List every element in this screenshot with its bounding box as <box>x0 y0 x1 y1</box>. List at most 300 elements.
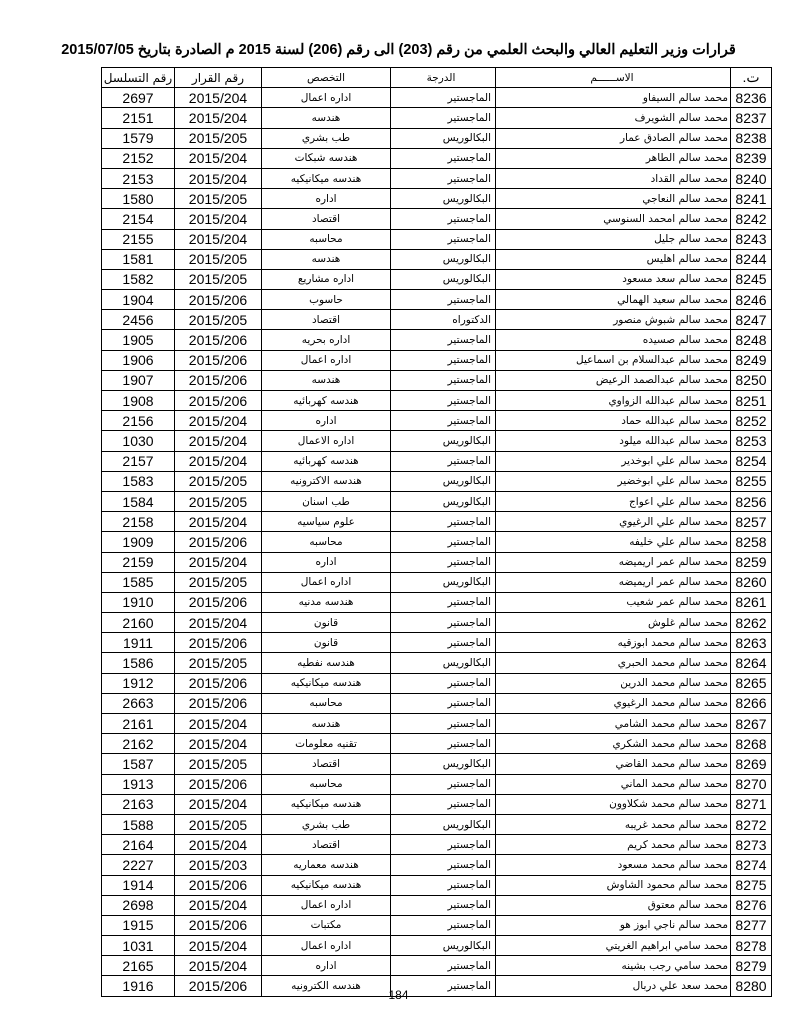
cell-serial: 2161 <box>102 714 175 734</box>
cell-serial: 2163 <box>102 794 175 814</box>
cell-decision: 2015/204 <box>175 108 262 128</box>
table-row <box>102 189 772 209</box>
table-row <box>102 814 772 834</box>
cell-decision: 2015/204 <box>175 734 262 754</box>
cell-serial: 2697 <box>102 88 175 108</box>
cell-decision: 2015/204 <box>175 209 262 229</box>
cell-num: 8267 <box>731 714 772 734</box>
cell-name: محمد سالم الصادق عمار <box>496 128 731 148</box>
cell-decision: 2015/205 <box>175 754 262 774</box>
cell-degree: البكالوريس <box>391 814 496 834</box>
cell-serial: 1914 <box>102 875 175 895</box>
cell-name: محمد سالم علي اعواج <box>496 491 731 511</box>
cell-serial: 1910 <box>102 592 175 612</box>
cell-name: محمد سالم سعيد الهمالي <box>496 290 731 310</box>
cell-degree: الماجستير <box>391 633 496 653</box>
cell-num: 8245 <box>731 269 772 289</box>
cell-serial: 2165 <box>102 956 175 976</box>
cell-name: محمد سالم محمد الدرين <box>496 673 731 693</box>
cell-serial: 2160 <box>102 613 175 633</box>
cell-specialty: اقتصاد <box>262 310 391 330</box>
cell-name: محمد سالم القداد <box>496 168 731 188</box>
cell-name: محمد سالم علي الرغيوي <box>496 512 731 532</box>
table-row <box>102 956 772 976</box>
table-row <box>102 673 772 693</box>
table-row <box>102 936 772 956</box>
cell-specialty: هندسه <box>262 714 391 734</box>
cell-name: محمد سالم محمد شكلاوون <box>496 794 731 814</box>
cell-specialty: هندسه ميكانيكيه <box>262 794 391 814</box>
cell-specialty: محاسبه <box>262 229 391 249</box>
cell-degree: الماجستير <box>391 915 496 935</box>
cell-decision: 2015/204 <box>175 714 262 734</box>
cell-degree: الماجستير <box>391 290 496 310</box>
cell-decision: 2015/206 <box>175 673 262 693</box>
cell-serial: 2151 <box>102 108 175 128</box>
table-row <box>102 229 772 249</box>
cell-num: 8242 <box>731 209 772 229</box>
cell-degree: الماجستير <box>391 875 496 895</box>
cell-specialty: اداره اعمال <box>262 895 391 915</box>
table-row <box>102 714 772 734</box>
cell-num: 8266 <box>731 693 772 713</box>
table-row <box>102 269 772 289</box>
cell-name: محمد سالم عبدالله ميلود <box>496 431 731 451</box>
table-row <box>102 451 772 471</box>
cell-specialty: اداره <box>262 189 391 209</box>
cell-num: 8248 <box>731 330 772 350</box>
cell-name: محمد سالم محمد غريبه <box>496 814 731 834</box>
cell-decision: 2015/205 <box>175 189 262 209</box>
cell-decision: 2015/206 <box>175 633 262 653</box>
table-row <box>102 88 772 108</box>
cell-decision: 2015/204 <box>175 451 262 471</box>
table-row <box>102 895 772 915</box>
cell-num: 8243 <box>731 229 772 249</box>
header-name: الاســــــم <box>496 68 731 88</box>
cell-name: محمد سالم عبدالله الزواوي <box>496 391 731 411</box>
cell-name: محمد سالم عمر اريميضه <box>496 572 731 592</box>
cell-name: محمد سالم عمر شعيب <box>496 592 731 612</box>
cell-num: 8244 <box>731 249 772 269</box>
cell-degree: الماجستير <box>391 693 496 713</box>
cell-degree: الماجستير <box>391 552 496 572</box>
table-row <box>102 532 772 552</box>
table-row <box>102 168 772 188</box>
cell-decision: 2015/204 <box>175 88 262 108</box>
page-number: 184 <box>388 988 409 1002</box>
cell-degree: البكالوريس <box>391 936 496 956</box>
cell-degree: الماجستير <box>391 330 496 350</box>
cell-degree: الماجستير <box>391 714 496 734</box>
cell-serial: 2159 <box>102 552 175 572</box>
cell-name: محمد سعد علي دربال <box>496 976 731 996</box>
table-row <box>102 915 772 935</box>
cell-name: محمد سالم علي ابوخضير <box>496 471 731 491</box>
table-row <box>102 310 772 330</box>
cell-serial: 2156 <box>102 411 175 431</box>
cell-decision: 2015/205 <box>175 249 262 269</box>
cell-serial: 1905 <box>102 330 175 350</box>
table-row <box>102 391 772 411</box>
cell-name: محمد سالم محمد الحبري <box>496 653 731 673</box>
cell-serial: 1587 <box>102 754 175 774</box>
cell-degree: البكالوريس <box>391 189 496 209</box>
table-row <box>102 592 772 612</box>
cell-name: محمد سالم اهليس <box>496 249 731 269</box>
table-row <box>102 734 772 754</box>
cell-decision: 2015/205 <box>175 269 262 289</box>
cell-decision: 2015/204 <box>175 956 262 976</box>
cell-serial: 1908 <box>102 391 175 411</box>
cell-serial: 1582 <box>102 269 175 289</box>
cell-name: محمد سالم عبدالله حماد <box>496 411 731 431</box>
cell-specialty: طب اسنان <box>262 491 391 511</box>
cell-specialty: هندسه الكترونيه <box>262 976 391 996</box>
cell-num: 8237 <box>731 108 772 128</box>
cell-decision: 2015/204 <box>175 835 262 855</box>
cell-name: محمد سالم جليل <box>496 229 731 249</box>
cell-degree: الماجستير <box>391 148 496 168</box>
cell-serial: 1581 <box>102 249 175 269</box>
cell-serial: 2164 <box>102 835 175 855</box>
cell-num: 8263 <box>731 633 772 653</box>
cell-serial: 1915 <box>102 915 175 935</box>
cell-name: محمد سامي رجب بشينه <box>496 956 731 976</box>
cell-num: 8280 <box>731 976 772 996</box>
cell-degree: الماجستير <box>391 512 496 532</box>
table-row <box>102 835 772 855</box>
cell-specialty: اقتصاد <box>262 754 391 774</box>
cell-num: 8270 <box>731 774 772 794</box>
cell-serial: 1583 <box>102 471 175 491</box>
cell-degree: الماجستير <box>391 976 496 996</box>
cell-decision: 2015/204 <box>175 148 262 168</box>
cell-num: 8261 <box>731 592 772 612</box>
cell-specialty: قانون <box>262 633 391 653</box>
table-row <box>102 148 772 168</box>
table-row <box>102 471 772 491</box>
cell-name: محمد سالم عمر اريميضه <box>496 552 731 572</box>
cell-name: محمد سالم السيفاو <box>496 88 731 108</box>
cell-specialty: اداره <box>262 956 391 976</box>
cell-specialty: اداره الاعمال <box>262 431 391 451</box>
cell-specialty: اقتصاد <box>262 209 391 229</box>
cell-serial: 1912 <box>102 673 175 693</box>
table-row <box>102 572 772 592</box>
cell-name: محمد سالم عبدالصمد الرعيض <box>496 370 731 390</box>
cell-num: 8274 <box>731 855 772 875</box>
cell-specialty: علوم سياسيه <box>262 512 391 532</box>
cell-decision: 2015/206 <box>175 592 262 612</box>
table-row <box>102 875 772 895</box>
cell-serial: 2227 <box>102 855 175 875</box>
table-row <box>102 209 772 229</box>
cell-degree: البكالوريس <box>391 269 496 289</box>
cell-degree: الماجستير <box>391 532 496 552</box>
cell-degree: الماجستير <box>391 168 496 188</box>
cell-degree: الماجستير <box>391 592 496 612</box>
cell-specialty: طب بشري <box>262 814 391 834</box>
cell-name: محمد سالم النعاجي <box>496 189 731 209</box>
cell-num: 8238 <box>731 128 772 148</box>
cell-serial: 1913 <box>102 774 175 794</box>
table-row <box>102 754 772 774</box>
cell-specialty: هندسه نفطيه <box>262 653 391 673</box>
table-row <box>102 350 772 370</box>
cell-num: 8251 <box>731 391 772 411</box>
cell-degree: الماجستير <box>391 895 496 915</box>
cell-specialty: مكتبات <box>262 915 391 935</box>
cell-specialty: هندسه معماريه <box>262 855 391 875</box>
cell-degree: الماجستير <box>391 613 496 633</box>
table-row <box>102 552 772 572</box>
cell-specialty: اداره مشاريع <box>262 269 391 289</box>
cell-num: 8239 <box>731 148 772 168</box>
cell-num: 8264 <box>731 653 772 673</box>
cell-specialty: اداره اعمال <box>262 936 391 956</box>
cell-degree: الماجستير <box>391 734 496 754</box>
cell-name: محمد سامي ابراهيم الغريتي <box>496 936 731 956</box>
cell-degree: الماجستير <box>391 108 496 128</box>
cell-degree: الدكتوراه <box>391 310 496 330</box>
header-serial: رقم التسلسل <box>102 68 175 88</box>
cell-specialty: قانون <box>262 613 391 633</box>
cell-decision: 2015/206 <box>175 350 262 370</box>
cell-num: 8259 <box>731 552 772 572</box>
cell-num: 8257 <box>731 512 772 532</box>
cell-serial: 2456 <box>102 310 175 330</box>
table-row <box>102 855 772 875</box>
cell-name: محمد سالم محمود الشاوش <box>496 875 731 895</box>
cell-serial: 2155 <box>102 229 175 249</box>
table-header-row <box>102 68 772 88</box>
cell-degree: البكالوريس <box>391 471 496 491</box>
cell-decision: 2015/205 <box>175 653 262 673</box>
cell-specialty: اداره اعمال <box>262 88 391 108</box>
cell-specialty: اداره اعمال <box>262 350 391 370</box>
cell-decision: 2015/206 <box>175 774 262 794</box>
cell-num: 8247 <box>731 310 772 330</box>
cell-specialty: هندسه الاكترونيه <box>262 471 391 491</box>
cell-num: 8236 <box>731 88 772 108</box>
cell-specialty: اداره اعمال <box>262 572 391 592</box>
cell-num: 8241 <box>731 189 772 209</box>
cell-num: 8279 <box>731 956 772 976</box>
cell-serial: 2663 <box>102 693 175 713</box>
cell-decision: 2015/206 <box>175 330 262 350</box>
cell-num: 8246 <box>731 290 772 310</box>
cell-specialty: محاسبه <box>262 774 391 794</box>
cell-serial: 2152 <box>102 148 175 168</box>
cell-decision: 2015/204 <box>175 168 262 188</box>
cell-num: 8253 <box>731 431 772 451</box>
cell-decision: 2015/206 <box>175 370 262 390</box>
cell-specialty: تقنيه معلومات <box>262 734 391 754</box>
cell-specialty: هندسه كهربائيه <box>262 451 391 471</box>
cell-degree: البكالوريس <box>391 653 496 673</box>
cell-specialty: اقتصاد <box>262 835 391 855</box>
cell-num: 8275 <box>731 875 772 895</box>
cell-specialty: اداره <box>262 411 391 431</box>
document-title: قرارات وزير التعليم العالي والبحث العلمي من رقم (203) الى رقم (206) لسنة 2015 م الصادرة بتاريخ 2015/07/05 <box>61 42 736 58</box>
cell-serial: 1906 <box>102 350 175 370</box>
cell-num: 8240 <box>731 168 772 188</box>
cell-name: محمد سالم محمد ابوزقيه <box>496 633 731 653</box>
table-row <box>102 693 772 713</box>
cell-degree: البكالوريس <box>391 754 496 774</box>
cell-specialty: هندسه كهربائيه <box>262 391 391 411</box>
cell-name: محمد سالم محمد الماني <box>496 774 731 794</box>
cell-degree: الماجستير <box>391 391 496 411</box>
cell-degree: الماجستير <box>391 794 496 814</box>
table-row <box>102 330 772 350</box>
cell-name: محمد سالم علي ابوخدير <box>496 451 731 471</box>
cell-num: 8277 <box>731 915 772 935</box>
table-row <box>102 431 772 451</box>
table-row <box>102 613 772 633</box>
cell-num: 8256 <box>731 491 772 511</box>
cell-num: 8265 <box>731 673 772 693</box>
cell-name: محمد سالم محمد الرغيوي <box>496 693 731 713</box>
decisions-table <box>101 67 772 997</box>
cell-decision: 2015/205 <box>175 128 262 148</box>
cell-specialty: طب بشري <box>262 128 391 148</box>
cell-num: 8278 <box>731 936 772 956</box>
cell-decision: 2015/206 <box>175 875 262 895</box>
cell-serial: 1030 <box>102 431 175 451</box>
cell-serial: 1909 <box>102 532 175 552</box>
cell-serial: 2698 <box>102 895 175 915</box>
cell-serial: 2153 <box>102 168 175 188</box>
header-decision: رقم القرار <box>175 68 262 88</box>
cell-specialty: اداره بحريه <box>262 330 391 350</box>
cell-degree: الماجستير <box>391 673 496 693</box>
cell-decision: 2015/206 <box>175 693 262 713</box>
cell-specialty: هندسه مدنيه <box>262 592 391 612</box>
cell-name: محمد سالم صسيده <box>496 330 731 350</box>
cell-name: محمد سالم محمد مسعود <box>496 855 731 875</box>
table-row <box>102 794 772 814</box>
cell-degree: الماجستير <box>391 350 496 370</box>
cell-serial: 1584 <box>102 491 175 511</box>
cell-serial: 1904 <box>102 290 175 310</box>
cell-num: 8252 <box>731 411 772 431</box>
cell-serial: 1586 <box>102 653 175 673</box>
cell-degree: البكالوريس <box>391 128 496 148</box>
cell-specialty: حاسوب <box>262 290 391 310</box>
cell-name: محمد سالم محمد الشامي <box>496 714 731 734</box>
cell-serial: 2154 <box>102 209 175 229</box>
table-row <box>102 633 772 653</box>
cell-degree: الماجستير <box>391 370 496 390</box>
cell-num: 8260 <box>731 572 772 592</box>
cell-degree: البكالوريس <box>391 431 496 451</box>
cell-degree: الماجستير <box>391 229 496 249</box>
cell-serial: 1585 <box>102 572 175 592</box>
cell-name: محمد سالم معتوق <box>496 895 731 915</box>
cell-degree: الماجستير <box>391 835 496 855</box>
table-row <box>102 411 772 431</box>
cell-serial: 1916 <box>102 976 175 996</box>
header-degree: الدرجة <box>391 68 496 88</box>
cell-name: محمد سالم محمد الشكري <box>496 734 731 754</box>
cell-name: محمد سالم محمد كريم <box>496 835 731 855</box>
table-row <box>102 512 772 532</box>
table-row <box>102 128 772 148</box>
cell-serial: 1911 <box>102 633 175 653</box>
cell-name: محمد سالم غلوش <box>496 613 731 633</box>
cell-degree: الماجستير <box>391 855 496 875</box>
cell-name: محمد سالم ناجي ابوز هو <box>496 915 731 935</box>
cell-serial: 1579 <box>102 128 175 148</box>
cell-degree: البكالوريس <box>391 572 496 592</box>
cell-specialty: هندسه ميكانيكيه <box>262 673 391 693</box>
cell-serial: 1588 <box>102 814 175 834</box>
cell-serial: 1907 <box>102 370 175 390</box>
cell-decision: 2015/206 <box>175 391 262 411</box>
cell-decision: 2015/204 <box>175 794 262 814</box>
cell-num: 8272 <box>731 814 772 834</box>
table-row <box>102 491 772 511</box>
cell-serial: 2162 <box>102 734 175 754</box>
header-num: ت. <box>731 68 772 88</box>
cell-degree: الماجستير <box>391 209 496 229</box>
cell-degree: البكالوريس <box>391 491 496 511</box>
cell-specialty: هندسه <box>262 108 391 128</box>
cell-decision: 2015/204 <box>175 613 262 633</box>
cell-decision: 2015/205 <box>175 572 262 592</box>
cell-specialty: هندسه ميكانيكيه <box>262 168 391 188</box>
cell-decision: 2015/204 <box>175 229 262 249</box>
cell-name: محمد سالم شبوش منصور <box>496 310 731 330</box>
cell-name: محمد سالم الطاهر <box>496 148 731 168</box>
cell-decision: 2015/206 <box>175 532 262 552</box>
cell-num: 8273 <box>731 835 772 855</box>
cell-num: 8254 <box>731 451 772 471</box>
cell-serial: 2158 <box>102 512 175 532</box>
table-body <box>102 88 772 996</box>
cell-decision: 2015/205 <box>175 491 262 511</box>
cell-num: 8268 <box>731 734 772 754</box>
cell-specialty: هندسه شبكات <box>262 148 391 168</box>
cell-num: 8250 <box>731 370 772 390</box>
cell-specialty: هندسه <box>262 370 391 390</box>
cell-name: محمد سالم علي خليفه <box>496 532 731 552</box>
table-row <box>102 290 772 310</box>
cell-num: 8258 <box>731 532 772 552</box>
cell-degree: الماجستير <box>391 411 496 431</box>
cell-serial: 1031 <box>102 936 175 956</box>
cell-decision: 2015/206 <box>175 915 262 935</box>
cell-decision: 2015/206 <box>175 290 262 310</box>
cell-num: 8269 <box>731 754 772 774</box>
cell-name: محمد سالم الشويرف <box>496 108 731 128</box>
cell-decision: 2015/205 <box>175 471 262 491</box>
cell-degree: الماجستير <box>391 956 496 976</box>
cell-decision: 2015/204 <box>175 552 262 572</box>
cell-degree: الماجستير <box>391 88 496 108</box>
cell-degree: البكالوريس <box>391 249 496 269</box>
cell-decision: 2015/204 <box>175 512 262 532</box>
cell-num: 8271 <box>731 794 772 814</box>
cell-name: محمد سالم امحمد السنوسي <box>496 209 731 229</box>
cell-decision: 2015/204 <box>175 411 262 431</box>
table-row <box>102 370 772 390</box>
cell-degree: الماجستير <box>391 451 496 471</box>
cell-decision: 2015/203 <box>175 855 262 875</box>
cell-specialty: محاسبه <box>262 693 391 713</box>
